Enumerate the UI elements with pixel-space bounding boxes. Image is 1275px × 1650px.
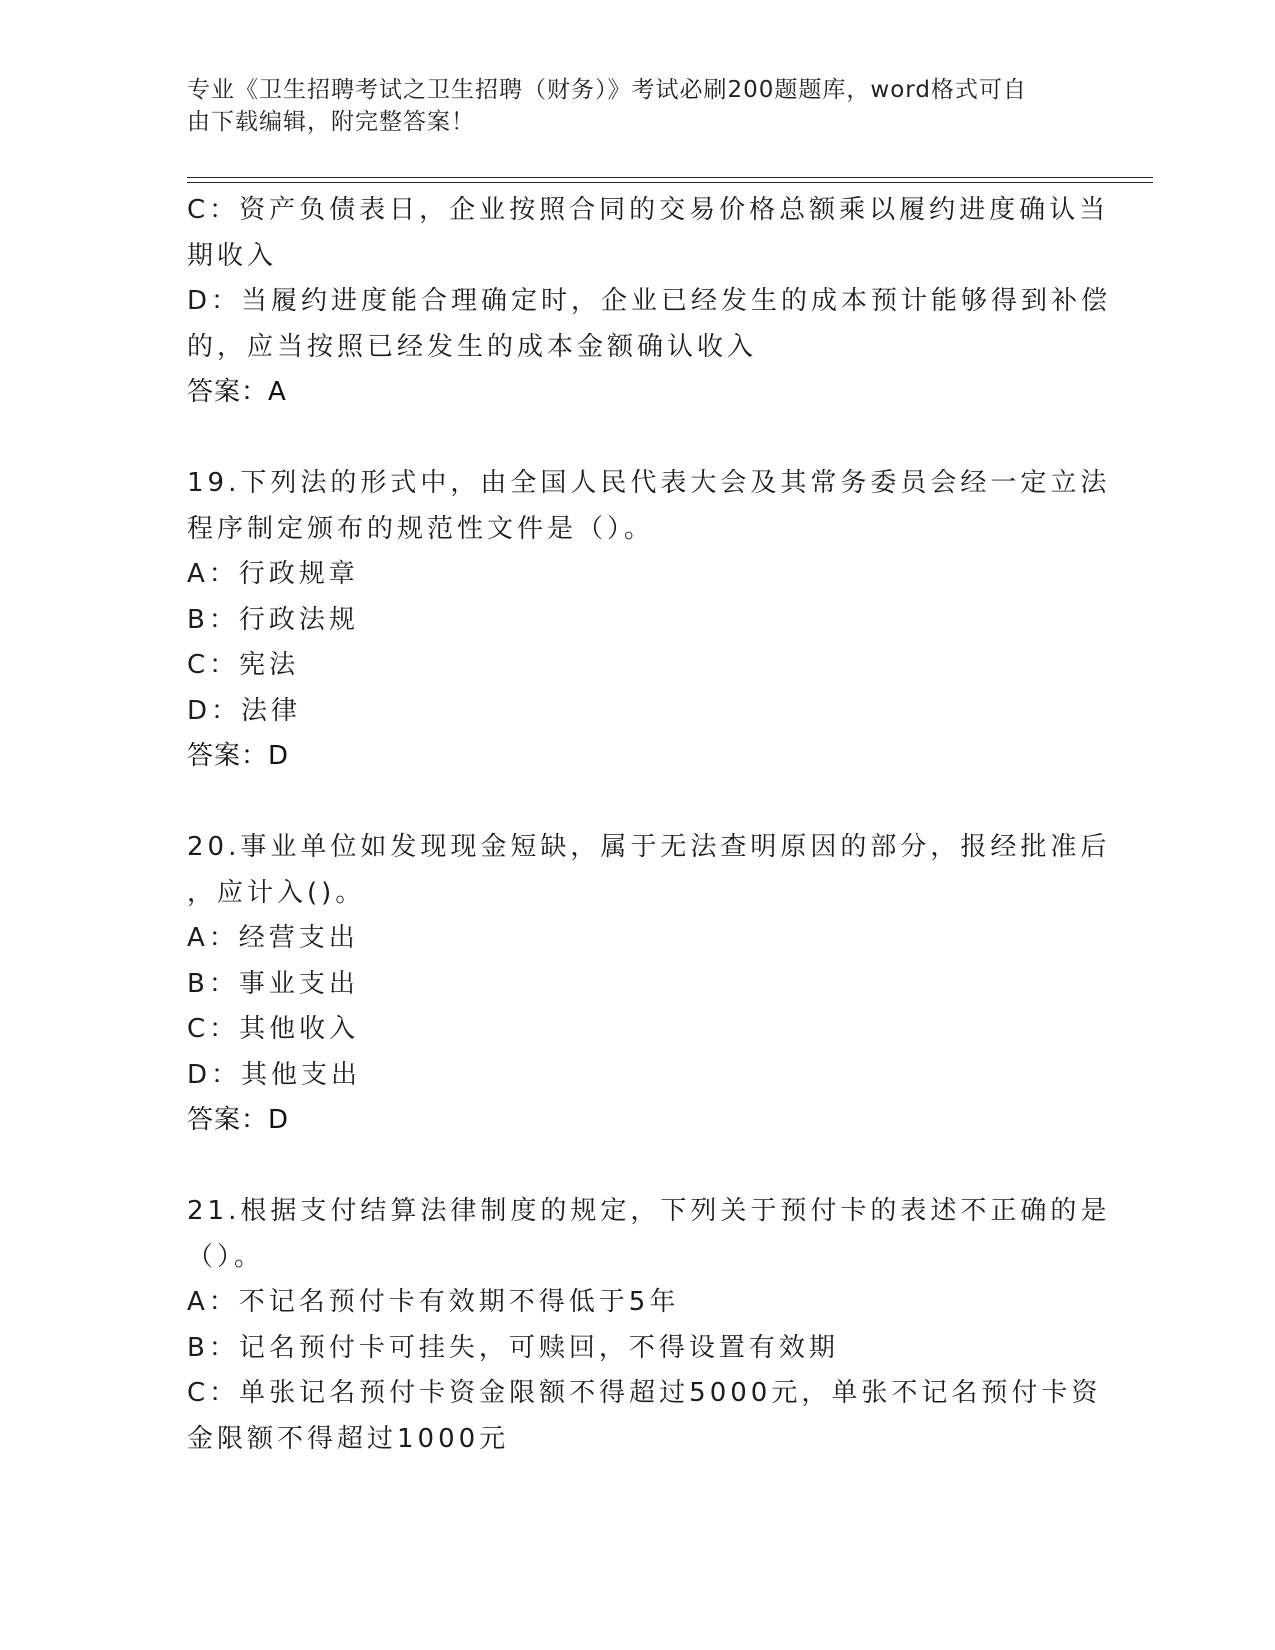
option-c-line-2: 金限额不得超过1000元 [187,1423,510,1454]
option-b: B：记名预付卡可挂失，可赎回，不得设置有效期 [187,1332,839,1363]
question-content [187,188,1112,1462]
block-spacer [187,780,1087,826]
header-rule-bottom [187,182,1153,183]
option-b: B：事业支出 [187,968,359,999]
option-b: B：行政法规 [187,604,359,635]
answer-line: 答案：D [187,741,290,771]
question-block-18 [187,188,1112,416]
header-rule-top [187,177,1153,178]
option-c: C：宪法 [187,650,300,680]
option-a: A：经营支出 [187,923,359,953]
question-stem-line-1: 21.根据支付结算法律制度的规定，下列关于预付卡的表述不正确的是 [187,1196,1111,1226]
option-c-line-1: C：单张记名预付卡资金限额不得超过5000元，单张不记名预付卡资 [187,1378,1102,1408]
option-d: D：法律 [187,695,302,726]
document-header [187,74,1087,138]
option-c-line-1: C：资产负债表日，企业按照合同的交易价格总额乘以履约进度确认当 [187,195,1110,225]
question-block-19 [187,461,1111,780]
question-block-20 [187,825,1111,1144]
question-stem-line-1: 19.下列法的形式中，由全国人民代表大会及其常务委员会经一定立法 [187,468,1111,498]
question-stem-line-2: ，应计入()。 [187,877,366,908]
answer-line: 答案：A [187,377,287,407]
option-d-line-1: D：当履约进度能合理确定时，企业已经发生的成本预计能够得到补偿 [187,286,1112,316]
question-stem-line-2: 程序制定颁布的规范性文件是（）。 [187,513,655,544]
question-stem-line-2: （）。 [187,1241,265,1272]
header-line-2: 由下载编辑，附完整答案！ [187,109,475,135]
option-a: A：行政规章 [187,559,359,589]
option-d-line-2: 的，应当按照已经发生的成本金额确认收入 [187,331,758,362]
answer-line: 答案：D [187,1105,290,1135]
block-spacer [187,416,1087,462]
question-block-21 [187,1189,1111,1462]
option-c-line-2: 期收入 [187,240,278,271]
block-spacer [187,1144,1087,1190]
question-stem-line-1: 20.事业单位如发现现金短缺，属于无法查明原因的部分，报经批准后 [187,832,1111,862]
option-d: D：其他支出 [187,1059,362,1090]
option-c: C：其他收入 [187,1014,360,1044]
header-line-1: 专业《卫生招聘考试之卫生招聘（财务）》考试必刷200题题库，word格式可自 [187,77,1027,103]
option-a: A：不记名预付卡有效期不得低于5年 [187,1287,680,1317]
